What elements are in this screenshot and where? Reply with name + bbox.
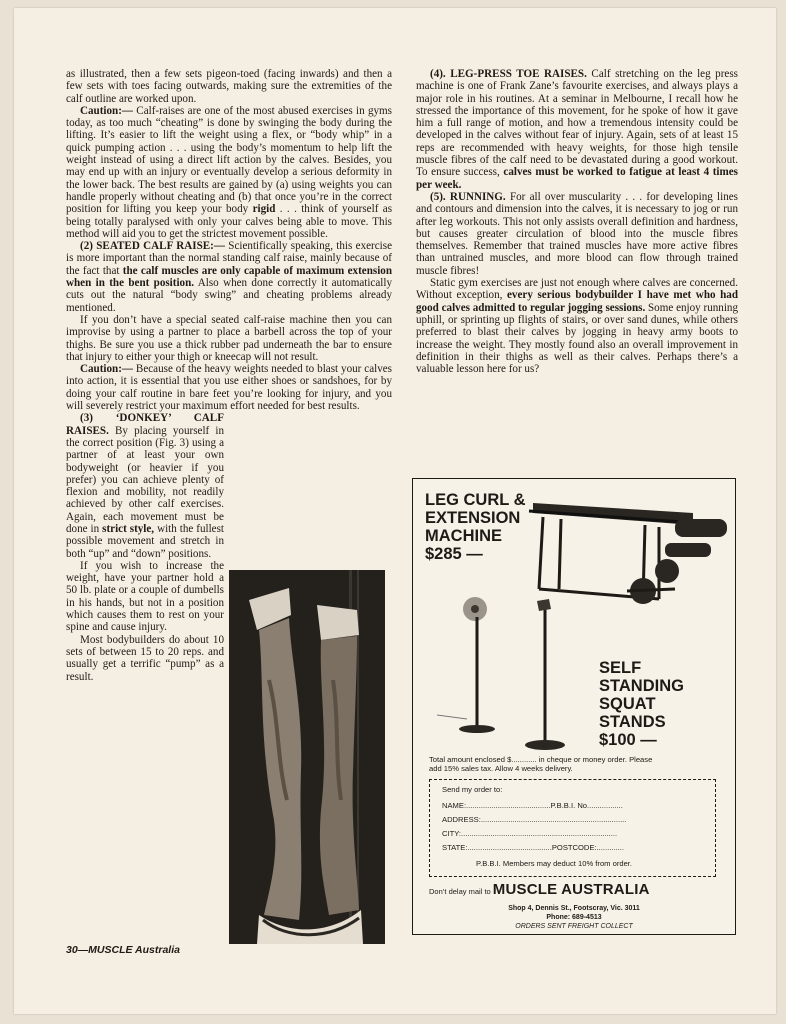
text: Because of the heavy weights needed to blast your calves into action, it is essential that you use either shoes or sandshoes, for by doing your calf routine in bare feet you’re looking for injury, and you will severely restrict your maximum effort needed for best results.: [66, 363, 392, 413]
text: Calf stretching on the leg press machine is one of Frank Zane’s favourite exercises, and always plays a major role in his routines. At a seminar in Melbourne, I recall how he stressed the importance of this movement, for he spoke of how it gave him a full range of motion, and how a tremendous intensity could be developed in the calves without fear of injury. Again, sets of at least 15 reps are recommended with heavy weights, for those high tensile muscle fibres of the calf need to be devastated during a good workout. To ensure success,: [416, 68, 738, 179]
paragraph: [66, 240, 392, 314]
leg-curl-machine-image: [525, 489, 730, 614]
paragraph: [416, 68, 738, 191]
total-amount-note: [429, 755, 729, 773]
text-line: Total amount enclosed $............ in cheque or money order. Please: [429, 755, 653, 764]
leg-curl-price: $285 —: [425, 545, 483, 563]
bold-text: the calf muscles are only capable of maximum extension when in the bent position.: [66, 264, 392, 290]
leg-curl-heading: [425, 491, 526, 563]
paragraph: If you wish to increase the weight, have your partner hold a 50 lb. plate or a couple of dumbells in his hands, but not in a position which causes them to rest on your spine and cause injury.: [66, 559, 224, 634]
page-footer: 30—MUSCLE Australia: [66, 944, 180, 956]
section-heading: (5). RUNNING.: [430, 190, 506, 203]
right-column: [416, 68, 738, 375]
caution-heading: Caution:—: [80, 363, 134, 376]
section-heading: (2) SEATED CALF RAISE:—: [80, 240, 225, 253]
freight-text: ORDERS SENT FREIGHT COLLECT: [515, 923, 633, 930]
squat-stands-image: [437, 597, 577, 757]
magazine-page: [14, 8, 776, 1014]
order-form-heading: Send my order to:: [442, 785, 503, 794]
bold-text: strict style,: [102, 522, 155, 535]
freight-note: [413, 923, 735, 932]
members-discount-note: P.B.B.I. Members may deduct 10% from order.: [476, 859, 633, 868]
paragraph: Most bodybuilders do about 10 sets of between 15 to 20 reps. and usually get a terrific “pump” as a result.: [66, 633, 224, 683]
order-form: [429, 779, 716, 877]
caution-heading: Caution:—: [80, 104, 134, 117]
state-field[interactable]: STATE:........................................POSTCODE:.............: [442, 843, 624, 852]
heading-line: EXTENSION: [425, 509, 521, 527]
text: Some enjoy running uphill, or sprinting up flights of stairs, or over sand dunes, while others preferred to blast their calves by jogging in heavy army boots to increase the weight. They mostly found also an overall improvement in definition in their thighs as well as their calves. Perhaps there’s a valuable lesson here for us?: [416, 301, 739, 376]
text: . . . think of yourself as being totally paralysed with only your calves being able to move. This method will aid you to get the strictest movement possible.: [66, 203, 393, 240]
bold-text: every serious bodybuilder I have met who had good calves admitted to regular jogging sessions.: [416, 289, 739, 314]
text: Static gym exercises are just not enough where calves are concerned. Without exception,: [416, 277, 738, 302]
paragraph: [66, 412, 224, 560]
text-line: add 15% sales tax. Allow 4 weeks delivery.: [429, 764, 573, 773]
heading-line: SQUAT: [599, 695, 656, 713]
mail-prefix: Don’t delay mail to: [429, 887, 491, 896]
section-heading: (3) ‘DONKEY’ CALF RAISES.: [66, 412, 224, 437]
heading-line: MACHINE: [425, 527, 502, 545]
squat-stands-heading: [599, 659, 684, 749]
text: with the fullest possible movement and stretch in both “up” and “down” positions.: [66, 522, 225, 560]
paragraph: [66, 363, 392, 412]
equipment-advertisement: [412, 478, 736, 935]
text: For all over muscularity . . . for developing lines and contours and dimension into the calves, it is necessary to jog or run after leg workouts. This not only assists overall definition and hardness, but causes greater circulation of blood into the muscle fibres themselves. Remember that trained muscles have more active fibres than untrained muscles, and more blood can flow through trained muscle fibres!: [416, 190, 739, 277]
mail-line: [429, 881, 719, 898]
shop-phone: Phone: 689-4513: [546, 914, 602, 921]
legs-illustration: [229, 570, 385, 944]
text: By placing yourself in the correct position (Fig. 3) using a partner of at least your own bodyweight (or heavier if you prefer) you can achieve plenty of flexion and mobility, not readily achieved by other calf exercises. Again, each movement must be done in: [66, 424, 224, 535]
heading-line: LEG CURL &: [425, 491, 526, 509]
calf-raise-photo: [229, 570, 385, 944]
heading-line: SELF: [599, 659, 642, 677]
paragraph: [416, 277, 738, 375]
text: Calf-raises are one of the most abused exercises in gyms today, as too much “cheating” is done by swinging the body during the lifting. It’s easier to lift the weight using a flex, or “body whip” in a quick pumping action . . . using the body’s momentum to help lift the weight instead of using a direct lift action by the calves. Besides, you may end up with an injury or eventually develop a serious deformity in the lower back. The best results are gained by (a) using weights you can handle properly without cheating and (b) that once you’re in the correct position for lifting you keep your body: [66, 104, 392, 216]
paragraph: [416, 191, 738, 277]
address-field[interactable]: ADDRESS:.....................................................................: [442, 815, 627, 824]
name-field[interactable]: NAME:........................................P.B.B.I. No.................: [442, 801, 623, 810]
paragraph: as illustrated, then a few sets pigeon-toed (facing inwards) and then a few sets with toes facing outwards, making sure the extremities of the calf outline are worked upon.: [66, 68, 392, 105]
section-heading: (4). LEG-PRESS TOE RAISES.: [430, 68, 587, 80]
shop-address: Shop 4, Dennis St., Footscray, Vic. 3011: [508, 905, 640, 912]
narrow-text-block: [66, 412, 224, 683]
heading-line: STANDS: [599, 713, 666, 731]
bold-text: rigid: [252, 203, 276, 216]
text: Scientifically speaking, this exercise is more important than the normal standing calf raise, mainly because of the fact that: [66, 240, 392, 277]
bold-text: calves must be worked to fatigue at least 4 times per week.: [416, 166, 739, 191]
city-field[interactable]: CITY:..........................................................................: [442, 829, 618, 838]
text: Also when done correctly it automatically cuts out the natural “body swing” and cheating problems already mentioned.: [66, 277, 392, 314]
squat-stands-price: $100 —: [599, 731, 657, 749]
brand-name: MUSCLE AUSTRALIA: [492, 881, 650, 898]
paragraph: If you don’t have a special seated calf-raise machine then you can improvise by using a partner to place a barbell across the top of your thighs. Be sure you use a thick rubber pad underneath the bar to ensure that injury to either your thigh or kneecap will not result.: [66, 313, 392, 363]
paragraph: [66, 105, 392, 240]
heading-line: STANDING: [599, 677, 684, 695]
